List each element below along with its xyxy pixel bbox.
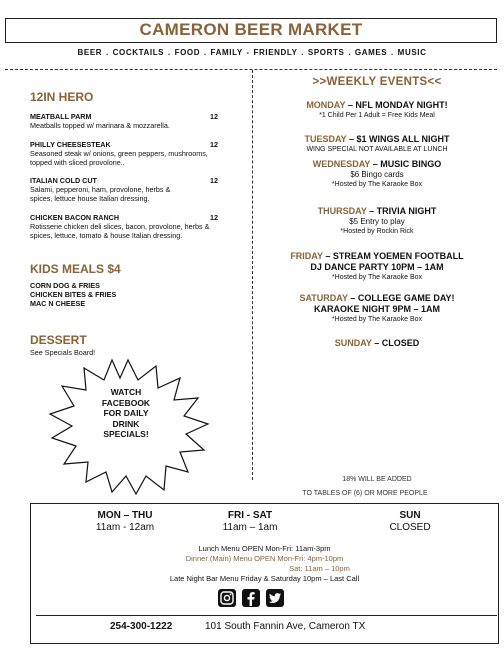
event-friday <box>252 251 502 282</box>
item-desc: Salami, pepperoni, ham, provolone, herbs & spices, lettuce house Italian dressing. <box>30 185 171 203</box>
phone-number[interactable]: 254-300-1222 <box>110 621 173 632</box>
event-name: – COLLEGE GAME DAY! <box>347 293 455 303</box>
event-name: – TRIVIA NIGHT <box>366 206 437 216</box>
list-item: MAC N CHEESE <box>30 299 86 308</box>
item-name: PHILLY CHEESESTEAK <box>30 140 111 149</box>
weekly-events-title: >>WEEKLY EVENTS<< <box>312 76 442 88</box>
hours-time: CLOSED <box>389 522 431 533</box>
dessert-title: DESSERT <box>30 333 87 347</box>
hours-fri-sat <box>195 510 305 534</box>
hours-days: FRI - SAT <box>227 510 273 521</box>
event-day: SATURDAY <box>299 293 348 303</box>
event-note: $6 Bingo cards <box>350 170 404 179</box>
event-host: *Hosted by The Karaoke Box <box>331 316 423 323</box>
dinner-hours: Dinner (Main) Menu OPEN Mon-Fri: 4pm-10pm <box>185 554 344 563</box>
facebook-icon[interactable] <box>242 589 260 607</box>
event-name: – $1 WINGS ALL NIGHT <box>346 134 450 144</box>
event-note: $5 Entry to play <box>349 217 405 226</box>
event-day: THURSDAY <box>317 206 367 216</box>
item-name: CHICKEN BACON RANCH <box>30 213 120 222</box>
event-name: – MUSIC BINGO <box>370 159 442 169</box>
address: 101 South Fannin Ave, Cameron TX <box>205 621 366 632</box>
item-desc: Meatballs topped w/ marinara & mozzarella. <box>30 121 170 130</box>
menu-item <box>30 140 218 167</box>
item-name: ITALIAN COLD CUT <box>30 176 97 185</box>
item-desc: Seasoned steak w/ onions, green peppers, mushrooms, topped with sliced provolone.. <box>30 149 208 167</box>
event-wednesday <box>252 159 502 189</box>
list-item: CHICKEN BITES & FRIES <box>30 290 117 299</box>
menu-hours <box>30 544 499 584</box>
dinner-sat-hours: Sat: 11am – 10pm <box>289 564 350 573</box>
tagline: BEER . COCKTAILS . FOOD . FAMILY - FRIENDLY . SPORTS . GAMES . MUSIC <box>77 48 427 57</box>
hours-days: SUN <box>399 510 421 521</box>
item-price: 12 <box>210 112 218 121</box>
instagram-icon[interactable] <box>218 589 236 607</box>
page-title: CAMERON BEER MARKET <box>5 18 497 43</box>
event-host: *Hosted by The Karaoke Box <box>331 274 423 281</box>
event-host: *Hosted by The Karaoke Box <box>331 181 423 188</box>
callout-line: FOR DAILY <box>103 408 149 418</box>
hours-time: 11am – 1am <box>222 522 278 533</box>
item-price: 12 <box>210 176 218 185</box>
late-night-hours: Late Night Bar Menu Friday & Saturday 10pm – Last Call <box>169 574 360 583</box>
event-host: *Hosted by Rockin Rick <box>340 228 414 235</box>
event-saturday <box>252 293 502 324</box>
event-note: *1 Child Per 1 Adult = Free Kids Meal <box>319 112 435 119</box>
hours-sun <box>355 510 465 534</box>
event-day: WEDNESDAY <box>312 159 371 169</box>
kids-title: KIDS MEALS $4 <box>30 262 121 276</box>
event-day: SUNDAY <box>334 338 372 348</box>
callout-line: FACEBOOK <box>101 397 151 408</box>
event-line: DJ DANCE PARTY 10PM – 1AM <box>310 262 444 272</box>
list-item: CORN DOG & FRIES <box>30 281 100 290</box>
kids-list <box>30 281 116 308</box>
callout-line: WATCH <box>110 387 142 397</box>
event-sunday <box>252 338 502 349</box>
gratuity-note-2: TO TABLES OF (6) OR MORE PEOPLE <box>302 490 428 497</box>
lunch-hours: Lunch Menu OPEN Mon-Fri: 11am-3pm <box>198 544 331 553</box>
item-price: 12 <box>210 140 218 149</box>
event-thursday <box>252 206 502 236</box>
hero-title: 12IN HERO <box>30 90 94 104</box>
gratuity-note: 18% WILL BE ADDED <box>342 476 412 483</box>
event-name: – NFL MONDAY NIGHT! <box>345 100 448 110</box>
dessert-note: See Specials Board! <box>30 348 96 357</box>
event-name: – CLOSED <box>371 338 420 348</box>
social-icons <box>218 589 288 609</box>
event-line: KARAOKE NIGHT 9PM – 1AM <box>313 304 440 314</box>
event-day: TUESDAY <box>304 134 347 144</box>
event-day: MONDAY <box>306 100 346 110</box>
footer-divider <box>36 615 497 616</box>
menu-item <box>30 112 220 130</box>
facebook-specials-callout <box>88 387 164 440</box>
top-divider <box>5 69 497 70</box>
twitter-icon[interactable] <box>266 589 284 607</box>
hours-days: MON – THU <box>97 510 153 521</box>
event-tuesday <box>252 134 502 154</box>
callout-line: SPECIALS! <box>103 429 149 439</box>
event-note: WING SPECIAL NOT AVAILABLE AT LUNCH <box>306 146 448 153</box>
menu-item <box>30 213 218 240</box>
item-desc: Rotisserie chicken deli slices, bacon, provolone, herbs & spices, lettuce, tomato & house Italian dressing. <box>30 222 210 240</box>
event-name: – STREAM YOEMEN FOOTBALL <box>322 251 464 261</box>
callout-line: DRINK <box>112 418 140 429</box>
hours-mon-thu <box>70 510 180 534</box>
hours-time: 11am - 12am <box>95 522 155 533</box>
event-monday <box>252 100 502 120</box>
item-price: 12 <box>210 213 218 222</box>
item-name: MEATBALL PARM <box>30 112 92 121</box>
menu-item <box>30 176 218 203</box>
event-day: FRIDAY <box>290 251 323 261</box>
